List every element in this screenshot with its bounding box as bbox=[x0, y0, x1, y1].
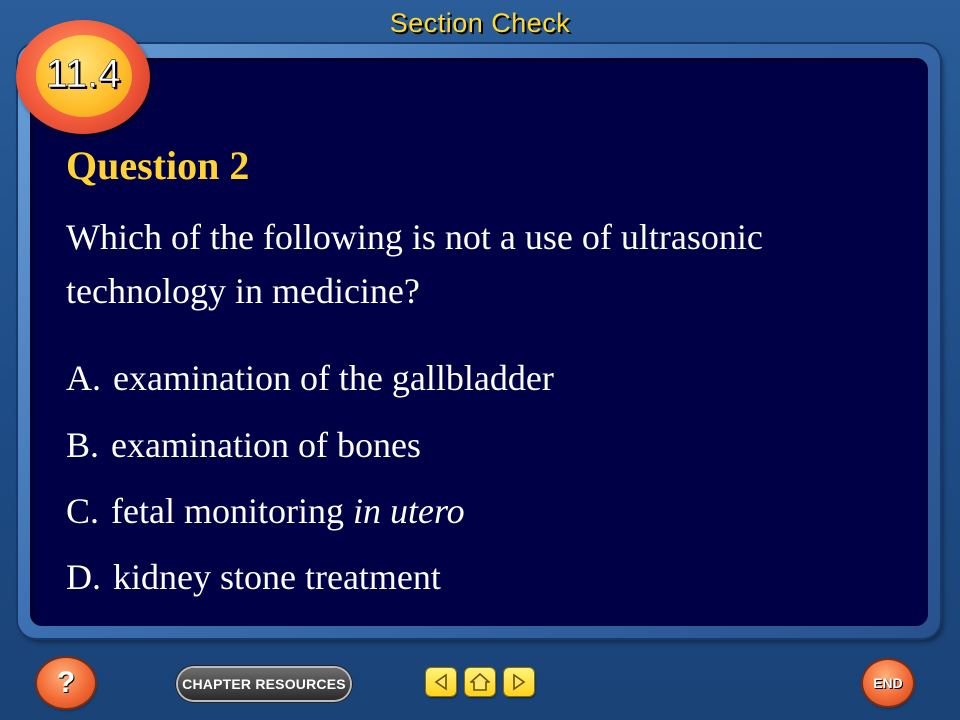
previous-arrow-icon bbox=[432, 673, 450, 691]
help-button[interactable] bbox=[37, 658, 95, 708]
next-button[interactable] bbox=[504, 668, 534, 696]
home-icon bbox=[470, 673, 490, 691]
answer-letter: C. bbox=[66, 491, 100, 531]
answer-option-d[interactable] bbox=[66, 556, 441, 598]
answer-text: examination of the gallbladder bbox=[113, 358, 554, 398]
answer-italic-text: in utero bbox=[352, 491, 465, 531]
answer-letter: B. bbox=[66, 425, 100, 465]
end-button[interactable] bbox=[863, 660, 913, 706]
home-button[interactable] bbox=[465, 668, 495, 696]
section-check-title: Section Check bbox=[389, 8, 571, 38]
answer-text: examination of bones bbox=[111, 425, 421, 465]
previous-button[interactable] bbox=[426, 668, 456, 696]
next-arrow-icon bbox=[510, 673, 528, 691]
answer-option-a[interactable] bbox=[66, 357, 554, 399]
answer-option-b[interactable] bbox=[66, 424, 421, 466]
answer-text: fetal monitoring bbox=[111, 491, 353, 531]
answer-letter: A. bbox=[66, 358, 101, 398]
help-label: ? bbox=[56, 666, 76, 699]
section-number: 11.4 bbox=[45, 52, 121, 96]
answer-text: kidney stone treatment bbox=[113, 557, 441, 597]
answer-option-c[interactable] bbox=[66, 490, 465, 532]
chapter-resources-label: CHAPTER RESOURCES bbox=[182, 676, 346, 692]
chapter-resources-button[interactable] bbox=[178, 668, 350, 700]
end-label: END bbox=[873, 675, 903, 691]
answer-letter: D. bbox=[66, 557, 101, 597]
question-text: Which of the following is not a use of ultrasonic technology in medicine? bbox=[66, 217, 763, 311]
question-title: Question 2 bbox=[66, 143, 250, 188]
